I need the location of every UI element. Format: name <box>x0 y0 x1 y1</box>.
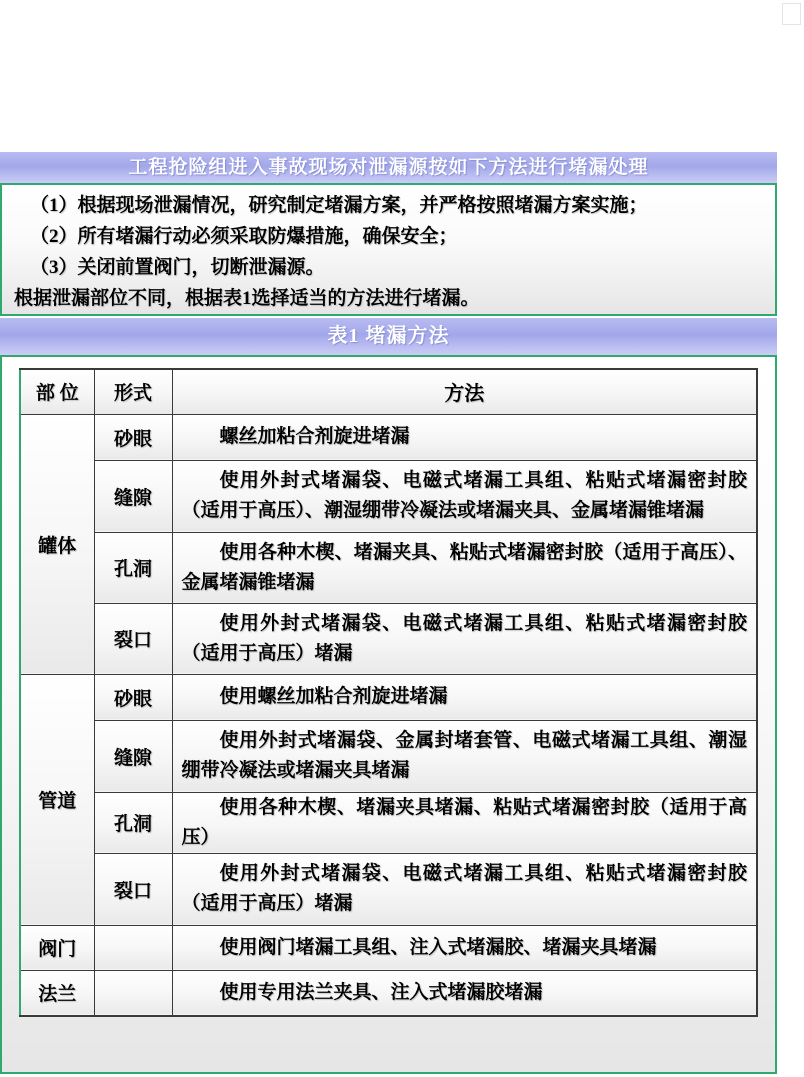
form-cell <box>94 970 172 1016</box>
method-text: 使用阀门堵漏工具组、注入式堵漏胶、堵漏夹具堵漏 <box>219 936 657 958</box>
table-panel <box>0 355 777 1074</box>
method-cell <box>172 792 757 853</box>
table-row <box>20 853 757 925</box>
content-column <box>0 152 777 1074</box>
header-method: 方法 <box>172 369 757 414</box>
method-cell <box>172 532 757 603</box>
method-text: 使用外封式堵漏袋、电磁式堵漏工具组、粘贴式堵漏密封胶（适用于高压）堵漏 <box>181 863 747 914</box>
method-text: 使用专用法兰夹具、注入式堵漏胶堵漏 <box>219 981 543 1003</box>
header-part: 部 位 <box>20 369 94 414</box>
method-text: 使用外封式堵漏袋、电磁式堵漏工具组、粘贴式堵漏密封胶（适用于高压）堵漏 <box>181 612 747 664</box>
table-row <box>20 674 757 720</box>
form-cell: 缝隙 <box>94 460 172 532</box>
procedure-note: 根据泄漏部位不同，根据表1选择适当的方法进行堵漏。 <box>14 288 480 309</box>
method-text: 使用螺丝加粘合剂旋进堵漏 <box>219 686 448 707</box>
procedure-title-bar <box>0 152 777 183</box>
form-cell: 砂眼 <box>94 674 172 720</box>
header-form: 形式 <box>94 369 172 414</box>
method-text: 使用各种木楔、堵漏夹具堵漏、粘贴式堵漏密封胶（适用于高压） <box>181 796 747 848</box>
form-cell: 裂口 <box>94 603 172 674</box>
form-cell: 裂口 <box>94 853 172 925</box>
part-cell-pipe: 管道 <box>20 674 94 925</box>
table-title: 表1 堵漏方法 <box>327 325 450 347</box>
table-title-bar <box>0 318 777 355</box>
method-cell <box>172 970 757 1016</box>
procedure-panel <box>0 183 777 316</box>
scrollbar-thumb[interactable] <box>782 3 801 25</box>
method-text: 螺丝加粘合剂旋进堵漏 <box>219 426 410 447</box>
form-cell: 孔洞 <box>94 792 172 853</box>
form-cell: 孔洞 <box>94 532 172 603</box>
method-cell <box>172 460 757 532</box>
table-row <box>20 970 757 1016</box>
table-row <box>20 532 757 603</box>
table-row <box>20 460 757 532</box>
method-cell <box>172 414 757 460</box>
method-text: 使用外封式堵漏袋、电磁式堵漏工具组、粘贴式堵漏密封胶（适用于高压）、潮湿绷带冷凝法或堵漏夹具、金属堵漏锥堵漏 <box>181 470 747 521</box>
form-cell <box>94 925 172 970</box>
table-row <box>20 925 757 970</box>
method-cell <box>172 853 757 925</box>
procedure-step-2: （2）所有堵漏行动必须采取防爆措施，确保安全； <box>30 226 458 247</box>
method-cell <box>172 674 757 720</box>
table-row <box>20 414 757 460</box>
procedure-step-1: （1）根据现场泄漏情况，研究制定堵漏方案，并严格按照堵漏方案实施； <box>30 195 648 216</box>
method-text: 使用各种木楔、堵漏夹具、粘贴式堵漏密封胶（适用于高压）、金属堵漏锥堵漏 <box>181 541 747 593</box>
method-cell <box>172 603 757 674</box>
form-cell: 砂眼 <box>94 414 172 460</box>
method-text: 使用外封式堵漏袋、金属封堵套管、电磁式堵漏工具组、潮湿绷带冷凝法或堵漏夹具堵漏 <box>181 730 747 781</box>
form-cell: 缝隙 <box>94 720 172 792</box>
table-row <box>20 603 757 674</box>
procedure-step-3: （3）关闭前置阀门，切断泄漏源。 <box>30 257 325 278</box>
method-cell <box>172 925 757 970</box>
table-row <box>20 792 757 853</box>
part-cell-valve: 阀门 <box>20 925 94 970</box>
table-row <box>20 720 757 792</box>
part-cell-flange: 法兰 <box>20 970 94 1016</box>
method-cell <box>172 720 757 792</box>
part-cell-tank: 罐体 <box>20 414 94 674</box>
table-header-row <box>20 369 757 414</box>
procedure-title: 工程抢险组进入事故现场对泄漏源按如下方法进行堵漏处理 <box>128 157 649 178</box>
leak-methods-table <box>19 368 758 1017</box>
